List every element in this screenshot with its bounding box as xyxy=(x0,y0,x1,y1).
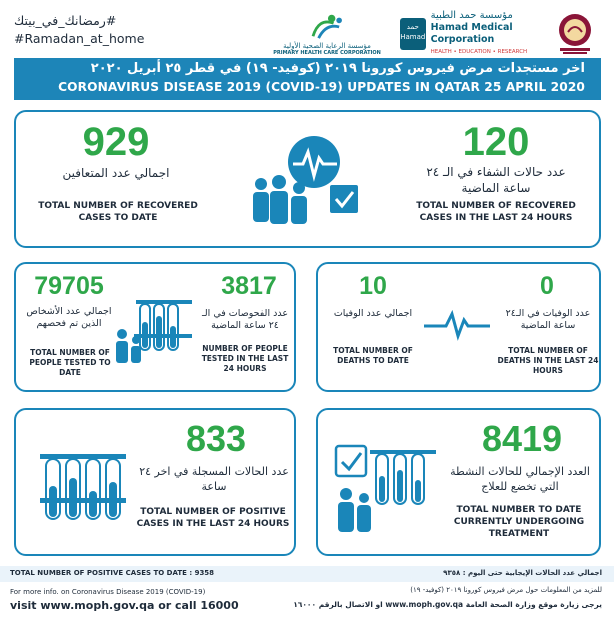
positive-en: TOTAL NUMBER OF POSITIVE CASES IN THE LAST 24 HOURS xyxy=(136,507,290,529)
banner-title-en: CORONAVIRUS DISEASE 2019 (COVID-19) UPDATES IN QATAR 25 APRIL 2020 xyxy=(58,80,585,94)
phcc-name-en: PRIMARY HEALTH CARE CORPORATION xyxy=(273,50,381,56)
tests-24h-ar: عدد الفحوصات في الـ ٢٤ ساعة الماضية xyxy=(201,308,288,331)
active-value: 8419 xyxy=(481,418,563,459)
more-info-ar: للمزيد من المعلومات حول مرض فيروس كورونا ٢٠١٩ (كوفيد- ١٩) xyxy=(410,586,602,594)
tests-total-en: TOTAL NUMBER OF PEOPLE TESTED TO DATE xyxy=(29,348,111,377)
heartbeat-icon xyxy=(422,304,492,344)
more-info-en: For more info. on Coronavirus Disease 2019 (COVID-19) xyxy=(10,588,206,596)
hmc-logo xyxy=(400,10,550,55)
recovered-total-en: TOTAL NUMBER OF RECOVERED CASES TO DATE xyxy=(38,201,198,223)
recovered-24h-value: 120 xyxy=(462,120,530,164)
deaths-24h-en: TOTAL NUMBER OF DEATHS IN THE LAST 24 HOURS xyxy=(497,346,599,375)
deaths-total-en: TOTAL NUMBER OF DEATHS TO DATE xyxy=(333,346,413,365)
deaths-24h-value: 0 xyxy=(540,272,554,300)
banner-title-ar: اخر مستجدات مرض فيروس كورونا ٢٠١٩ (كوفيد- ١٩) في قطر ٢٥ أبريل ٢٠٢٠ xyxy=(90,61,585,76)
title-banner xyxy=(14,58,601,100)
active-ar: العدد الإجمالي للحالات النشطة التي تخضع للعلاج xyxy=(450,465,590,493)
footer-total-bar xyxy=(0,566,614,582)
positive-panel xyxy=(14,408,296,556)
recovered-people-icon xyxy=(241,124,371,234)
active-treatment-icon xyxy=(330,436,440,536)
visit-link-en[interactable]: visit www.moph.gov.qa or call 16000 xyxy=(10,599,239,612)
deaths-panel xyxy=(316,262,601,392)
hashtag-ar: #رمضانك_في_بيتك xyxy=(14,13,117,28)
deaths-24h-ar: عدد الوفيات في الـ٢٤ ساعة الماضية xyxy=(505,308,591,331)
phcc-logo xyxy=(262,12,392,56)
positive-ar: عدد الحالات المسجلة في اخر ٢٤ ساعة xyxy=(139,465,289,493)
hmc-box: حمد Hamad xyxy=(400,18,426,50)
phcc-name-ar: مؤسسة الرعاية الصحية الأولية xyxy=(283,42,371,50)
visit-link-ar[interactable]: يرجى زيارة موقع وزارة الصحة العامة www.moph.gov.qa او الاتصال بالرقم ١٦٠٠٠ xyxy=(293,600,602,609)
recovered-total-ar: اجمالي عدد المتعافين xyxy=(62,166,170,180)
recovered-total-value: 929 xyxy=(82,120,150,164)
hmc-name-en: Hamad Medical Corporation xyxy=(430,22,513,45)
recovered-panel xyxy=(14,110,601,248)
hmc-tagline: HEALTH • EDUCATION • RESEARCH xyxy=(430,49,528,55)
tests-total-ar: اجمالي عدد الأشخاص الذين تم فحصهم xyxy=(26,306,112,329)
active-en: TOTAL NUMBER TO DATE CURRENTLY UNDERGOING TREATMENT xyxy=(453,505,585,539)
deaths-total-value: 10 xyxy=(359,272,387,300)
footer-total-en: TOTAL NUMBER OF POSITIVE CASES TO DATE : 9358 xyxy=(10,569,215,577)
tests-panel xyxy=(14,262,296,392)
test-tubes-icon xyxy=(114,294,194,364)
hashtags xyxy=(14,12,144,48)
positive-tubes-icon xyxy=(30,436,130,536)
hmc-name-ar: مؤسسة حمد الطبية xyxy=(430,10,513,21)
tests-24h-en: NUMBER OF PEOPLE TESTED IN THE LAST 24 HOURS xyxy=(201,344,289,373)
hashtag-en: #Ramadan_at_home xyxy=(14,31,145,46)
recovered-24h-ar: عدد حالات الشفاء في الـ ٢٤ ساعة الماضية xyxy=(426,165,566,195)
deaths-total-ar: اجمالي عدد الوفيات xyxy=(333,308,413,319)
footer-total-ar: اجمالي عدد الحالات الإيجابية حتى اليوم : ٩٣٥٨ xyxy=(443,569,602,577)
positive-value: 833 xyxy=(185,418,247,459)
recovered-24h-en: TOTAL NUMBER OF RECOVERED CASES IN THE LAST 24 HOURS xyxy=(416,201,576,223)
phcc-emblem-icon xyxy=(304,12,350,40)
moph-emblem-icon xyxy=(550,10,600,56)
tests-total-value: 79705 xyxy=(34,272,104,300)
active-panel xyxy=(316,408,601,556)
tests-24h-value: 3817 xyxy=(221,272,277,300)
